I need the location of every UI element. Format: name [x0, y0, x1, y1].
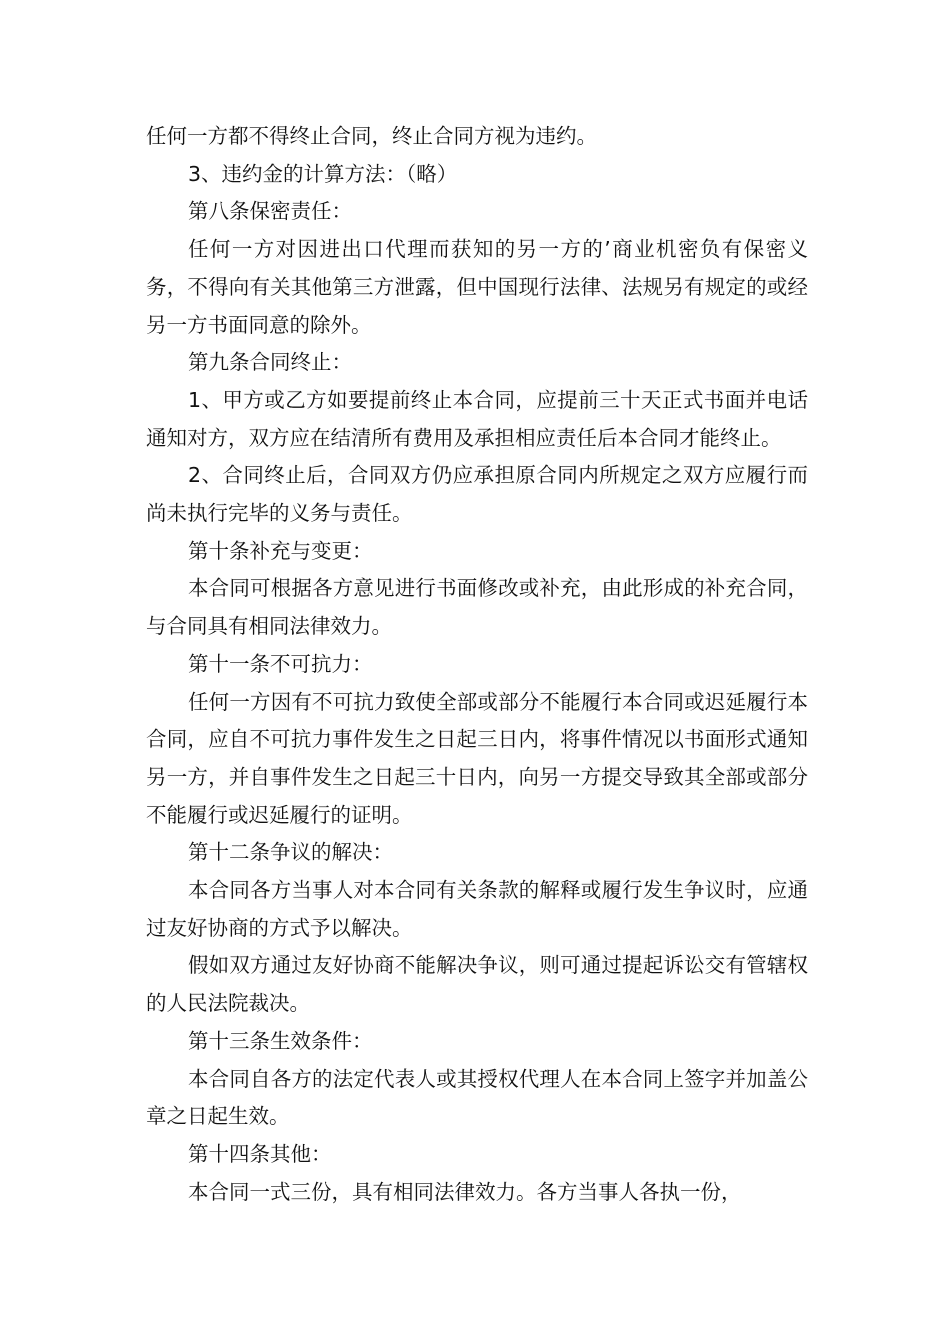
article-13-heading: 第十三条生效条件：: [188, 1028, 373, 1053]
article-14-body: 本合同一式三份，具有相同法律效力。各方当事人各执一份，: [188, 1179, 742, 1204]
article-10-body: 本合同可根据各方意见进行书面修改或补充，由此形成的补充合同，与合同具有相同法律效力。: [146, 576, 808, 639]
article-8-body: 任何一方对因进出口代理而获知的另一方的’商业机密负有保密义务，不得向有关其他第三方泄露，但中国现行法律、法规另有规定的或经另一方书面同意的除外。: [146, 237, 808, 337]
article-12-body-2: 假如双方通过友好协商不能解决争议，则可通过提起诉讼交有管辖权的人民法院裁决。: [146, 953, 808, 1016]
document-body: [146, 118, 808, 1211]
article-9-heading: 第九条合同终止：: [188, 350, 352, 375]
paragraph-continuation: 任何一方都不得终止合同，终止合同方视为违约。: [146, 124, 597, 148]
article-10-heading: 第十条补充与变更：: [188, 538, 373, 563]
article-8-heading: 第八条保密责任：: [188, 199, 352, 224]
article-9-clause-1: 1、甲方或乙方如要提前终止本合同，应提前三十天正式书面并电话通知对方，双方应在结清所有费用及承担相应责任后本合同才能终止。: [146, 387, 808, 450]
article-9-clause-2: 2、合同终止后，合同双方仍应承担原合同内所规定之双方应履行而尚未执行完毕的义务与责任。: [146, 463, 808, 526]
article-11-heading: 第十一条不可抗力：: [188, 651, 373, 676]
article-12-body-1: 本合同各方当事人对本合同有关条款的解释或履行发生争议时，应通过友好协商的方式予以解决。: [146, 878, 808, 940]
paragraph-penalty-calculation: 3、违约金的计算方法：（略）: [188, 161, 458, 186]
article-12-heading: 第十二条争议的解决：: [188, 840, 393, 865]
article-11-body: 任何一方因有不可抗力致使全部或部分不能履行本合同或迟延履行本合同，应自不可抗力事件发生之日起三日内，将事件情况以书面形式通知另一方，并自事件发生之日起三十日内，向另一方提交导致其全部或部分不能履行或迟延履行的证明。: [146, 689, 808, 827]
article-14-heading: 第十四条其他：: [188, 1141, 332, 1166]
article-13-body: 本合同自各方的法定代表人或其授权代理人在本合同上签字并加盖公章之日起生效。: [146, 1066, 808, 1129]
